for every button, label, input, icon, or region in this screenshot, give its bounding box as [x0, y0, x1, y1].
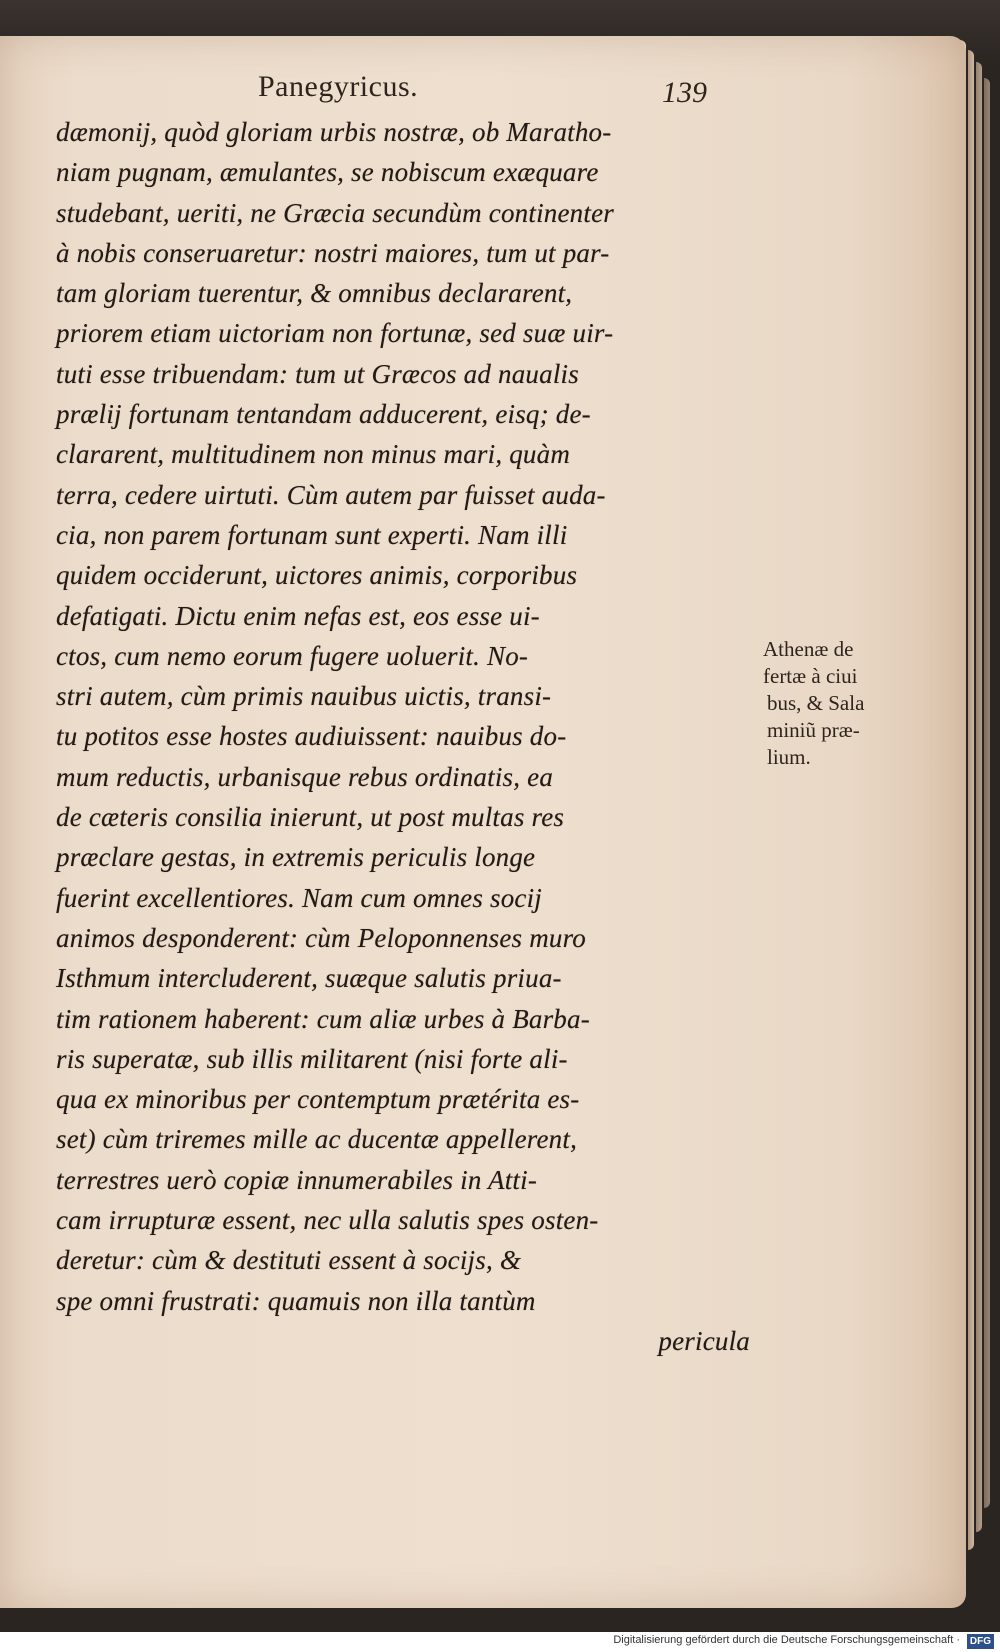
- marginal-note-line: bus, & Sala: [767, 691, 865, 715]
- text-line: fuerint excellentiores. Nam cum omnes socij: [56, 882, 542, 913]
- marginal-note-line: lium.: [767, 745, 811, 769]
- page-number: 139: [662, 76, 707, 109]
- text-line: niam pugnam, æmulantes, se nobiscum exæquare: [56, 157, 599, 188]
- text-line: studebant, ueriti, ne Græcia secundùm continenter: [56, 197, 614, 228]
- marginal-note-line: miniũ præ-: [767, 718, 860, 742]
- page-edge: [984, 78, 990, 1508]
- text-line: terrestres uerò copiæ innumerabiles in Atti-: [56, 1164, 538, 1195]
- text-line: tam gloriam tuerentur, & omnibus declararent,: [56, 278, 573, 309]
- text-line: set) cùm triremes mille ac ducentæ appellerent,: [56, 1124, 578, 1155]
- running-head-title: Panegyricus.: [258, 70, 419, 103]
- text-line: præclare gestas, in extremis periculis longe: [56, 842, 536, 873]
- text-line: cia, non parem fortunam sunt experti. Nam illi: [56, 519, 568, 550]
- page-edge: [976, 62, 982, 1532]
- catchword: pericula: [658, 1325, 750, 1356]
- text-line: deretur: cùm & destituti essent à socijs, &: [56, 1245, 522, 1276]
- text-line: dæmonij, quòd gloriam urbis nostræ, ob Maratho-: [56, 117, 612, 147]
- text-line: tuti esse tribuendam: tum ut Græcos ad naualis: [56, 358, 579, 389]
- text-line: qua ex minoribus per contemptum prætérita es-: [56, 1084, 580, 1115]
- text-line: ris superatæ, sub illis militarent (nisi forte ali-: [56, 1043, 568, 1074]
- text-line: à nobis conseruaretur: nostri maiores, tum ut par-: [56, 237, 610, 268]
- text-line: quidem occiderunt, uictores animis, corporibus: [56, 560, 578, 591]
- text-line: stri autem, cùm primis nauibus uictis, transi-: [56, 681, 552, 712]
- text-line: animos desponderent: cùm Peloponnenses muro: [56, 922, 587, 953]
- text-line: defatigati. Dictu enim nefas est, eos esse ui-: [56, 600, 540, 631]
- text-line: Isthmum intercluderent, suæque salutis priua-: [56, 963, 562, 994]
- text-line: tim rationem haberent: cum aliæ urbes à Barba-: [56, 1003, 590, 1034]
- page-edge: [968, 50, 974, 1550]
- text-line: prælij fortunam tentandam adducerent, eisq; de-: [56, 399, 591, 430]
- text-line: terra, cedere uirtuti. Cùm autem par fuisset auda-: [56, 479, 606, 510]
- dfg-logo: DFG: [967, 1634, 994, 1649]
- text-line: ctos, cum nemo eorum fugere uoluerit. No-: [56, 640, 529, 671]
- digitization-credit: Digitalisierung gefördert durch die Deutsche Forschungsgemeinschaft ·: [613, 1634, 960, 1646]
- marginal-note: [763, 636, 923, 771]
- marginal-note-line: Athenæ de: [763, 637, 854, 661]
- text-line: mum reductis, urbanisque rebus ordinatis, ea: [56, 761, 554, 792]
- text-line: de cæteris consilia inierunt, ut post multas res: [56, 802, 565, 833]
- text-line: clararent, multitudinem non minus mari, quàm: [56, 439, 571, 470]
- text-line: spe omni frustrati: quamuis non illa tantùm: [56, 1285, 536, 1316]
- text-line: tu potitos esse hostes audiuissent: nauibus do-: [56, 721, 567, 752]
- text-line: priorem etiam uictoriam non fortunæ, sed suæ uir-: [56, 318, 614, 349]
- main-text-block: [56, 112, 756, 1361]
- text-line: cam irrupturæ essent, nec ulla salutis spes osten-: [56, 1205, 599, 1236]
- marginal-note-line: fertæ à ciui: [763, 664, 858, 688]
